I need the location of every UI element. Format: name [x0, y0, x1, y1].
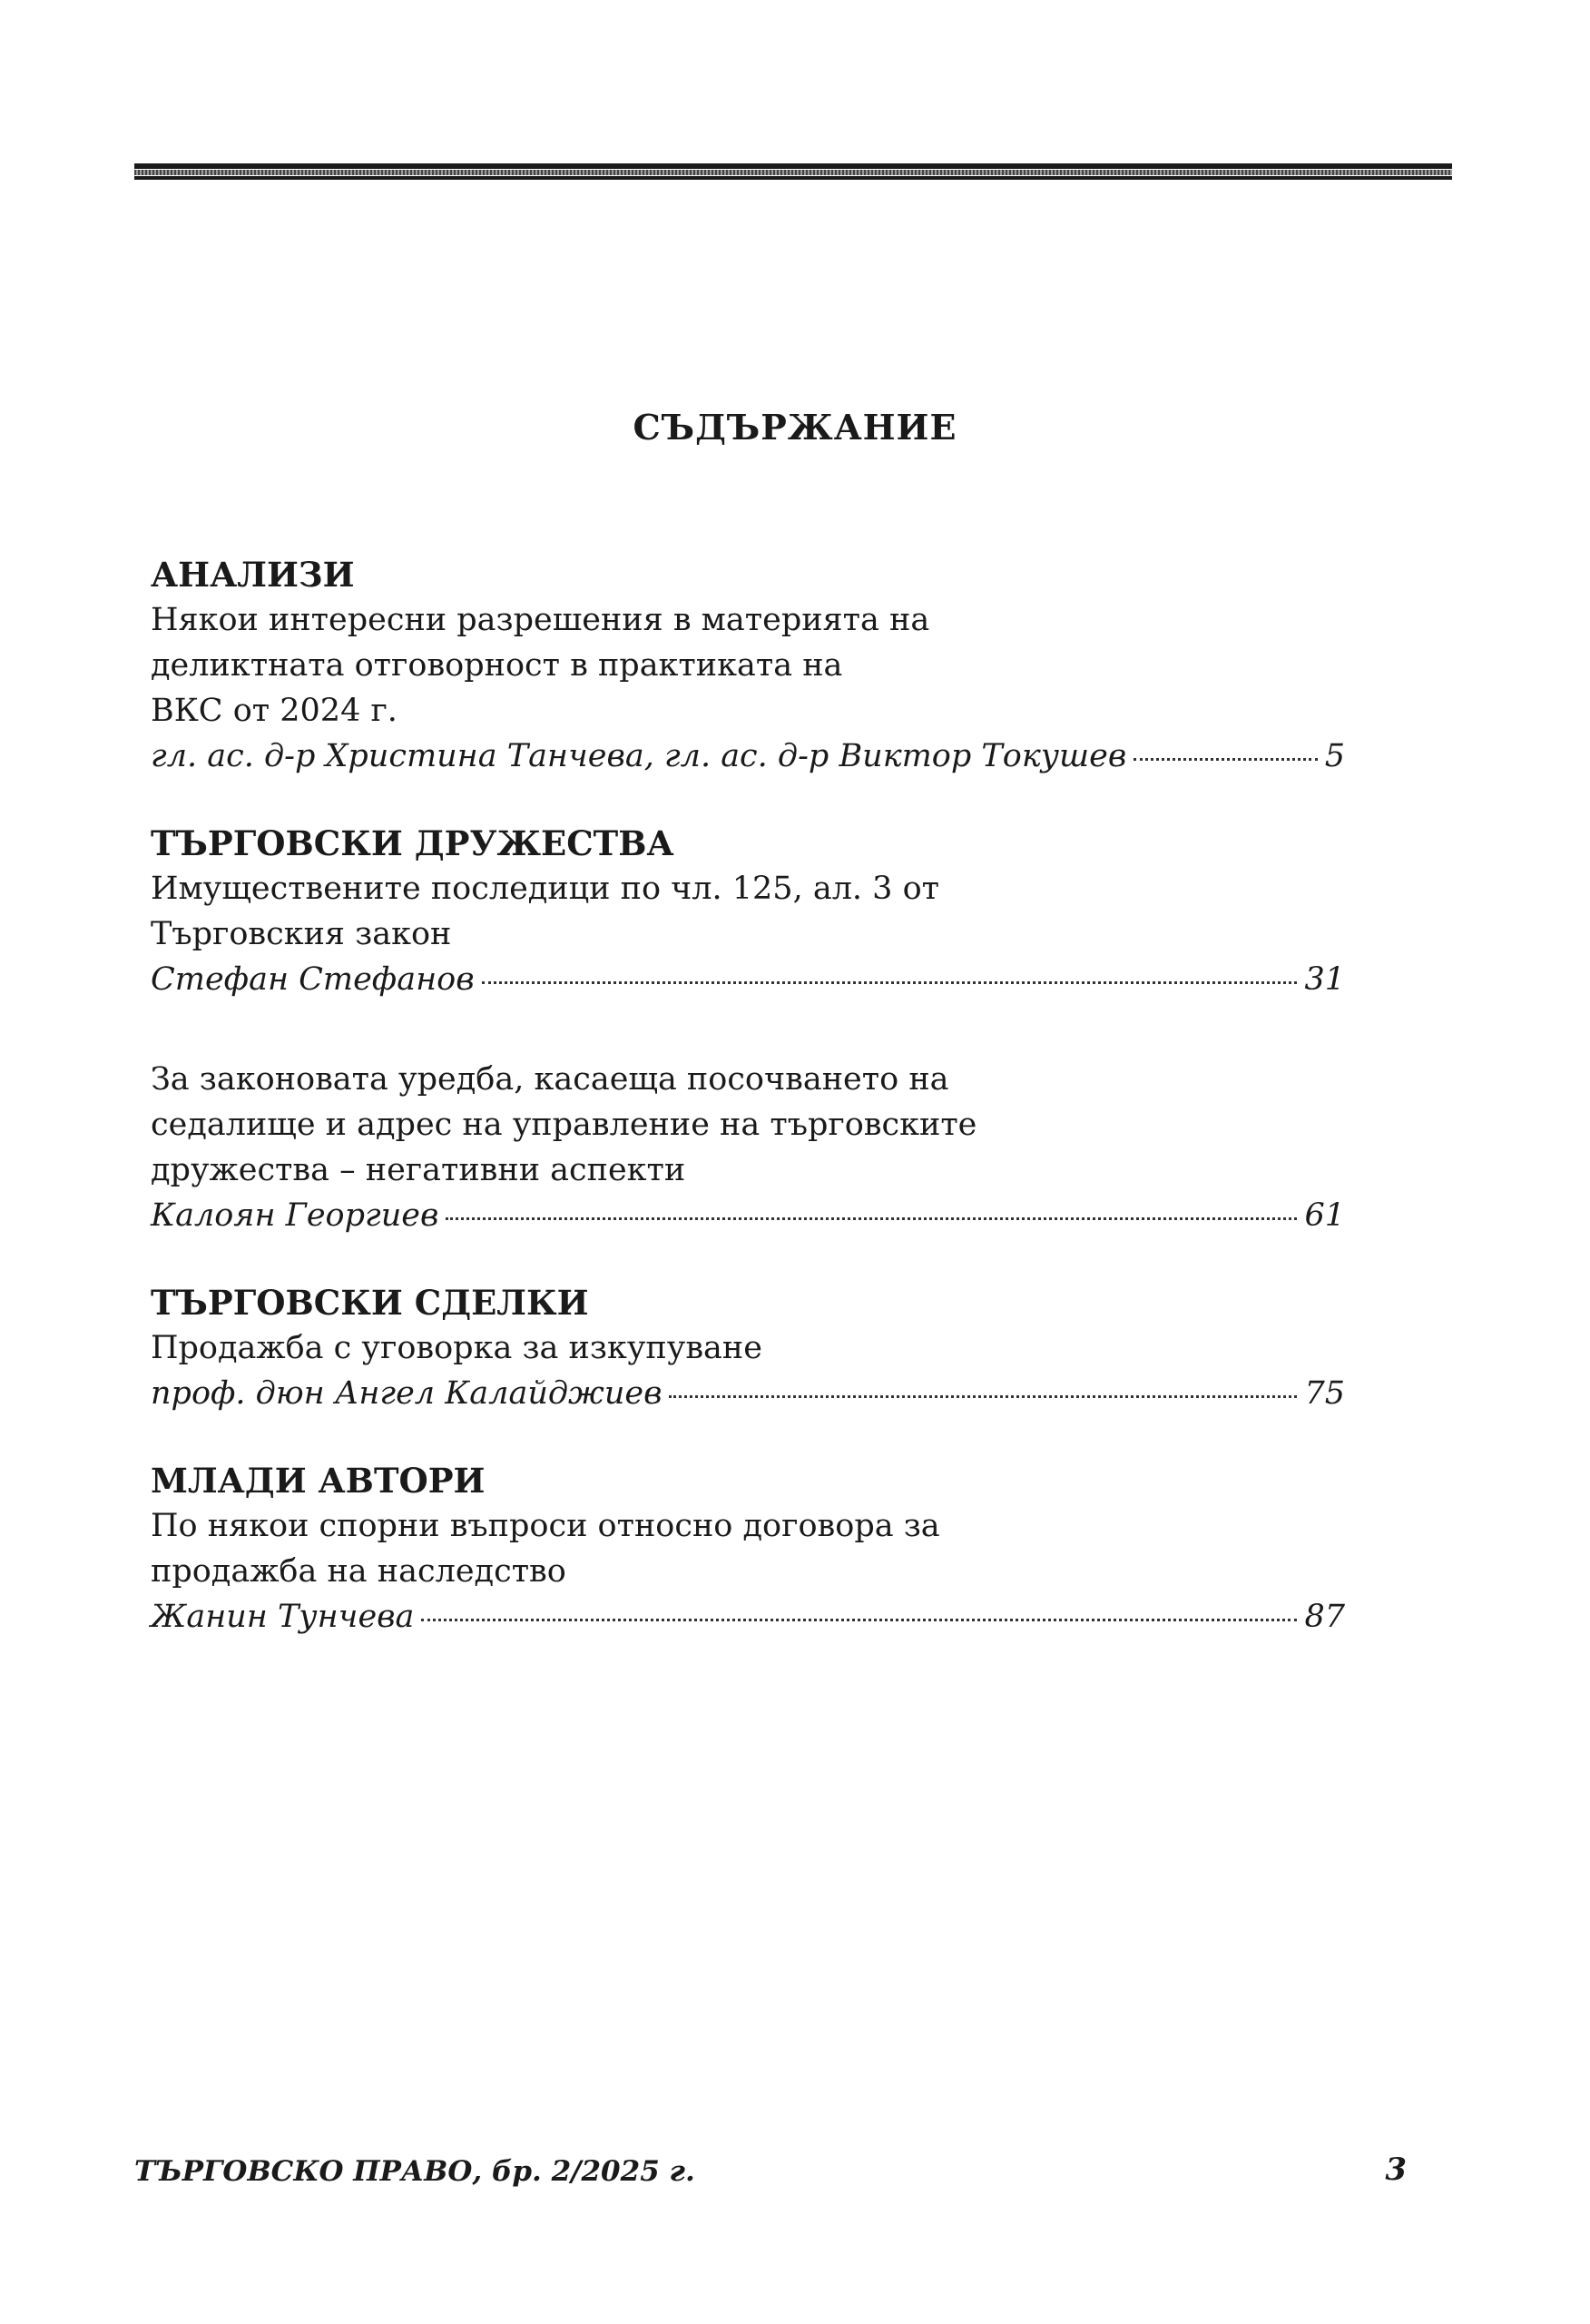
entry-title: [151, 1503, 1345, 1594]
entry-author-line: [151, 1193, 1345, 1238]
entry-title-line: За законовата уредба, касаеща посочването на: [151, 1061, 949, 1098]
toc-section-transactions: [151, 1280, 1345, 1416]
entry-author-line: [151, 1371, 1345, 1416]
entry-title-line: ВКС от 2024 г.: [151, 693, 398, 729]
toc-heading: СЪДЪРЖАНИЕ: [633, 407, 957, 448]
header-rule: [134, 163, 1452, 180]
entry-authors: Стефан Стефанов: [151, 961, 475, 998]
section-heading: МЛАДИ АВТОРИ: [151, 1461, 486, 1501]
toc-entry[interactable]: [151, 866, 1345, 1002]
toc-section-young-authors: [151, 1458, 1345, 1640]
entry-title: [151, 597, 1345, 734]
entry-title-line: По някои спорни въпроси относно договора за: [151, 1508, 940, 1544]
entry-authors: Калоян Георгиев: [151, 1197, 439, 1234]
section-heading: АНАЛИЗИ: [151, 555, 355, 595]
entry-author-line: [151, 957, 1345, 1002]
dot-leader: [1134, 754, 1317, 761]
entry-page-number: 75: [1304, 1375, 1345, 1412]
entry-page-number: 5: [1324, 738, 1345, 774]
entry-title: [151, 866, 1345, 957]
entry-page-number: 61: [1304, 1197, 1345, 1234]
entry-title: [151, 1325, 1345, 1371]
dot-leader: [446, 1214, 1297, 1220]
toc-entry[interactable]: [151, 597, 1345, 779]
entry-author-line: [151, 734, 1345, 779]
dot-leader: [669, 1392, 1297, 1398]
dot-leader: [421, 1615, 1297, 1621]
dot-leader: [482, 978, 1298, 984]
entry-title-line: дружества – негативни аспекти: [151, 1152, 686, 1188]
entry-page-number: 31: [1304, 961, 1345, 998]
entry-page-number: 87: [1304, 1599, 1345, 1635]
toc-entry[interactable]: [151, 1503, 1345, 1640]
toc-section-companies: [151, 821, 1345, 1238]
entry-authors: гл. ас. д-р Христина Танчева, гл. ас. д-р Виктор Токушев: [151, 738, 1127, 774]
entry-authors: проф. дюн Ангел Калайджиев: [151, 1375, 662, 1412]
section-heading: ТЪРГОВСКИ СДЕЛКИ: [151, 1283, 589, 1323]
entry-title-line: Продажба с уговорка за изкупуване: [151, 1330, 762, 1366]
entry-title-line: Търговския закон: [151, 916, 452, 952]
footer-page-number: 3: [1385, 2152, 1407, 2188]
entry-authors: Жанин Тунчева: [151, 1599, 415, 1635]
toc-section-analyses: [151, 552, 1345, 779]
entry-author-line: [151, 1594, 1345, 1640]
section-heading: ТЪРГОВСКИ ДРУЖЕСТВА: [151, 823, 674, 863]
entry-title-line: Имуществените последици по чл. 125, ал. 3 от: [151, 871, 940, 907]
entry-title-line: седалище и адрес на управление на търговските: [151, 1107, 977, 1143]
toc-entry[interactable]: [151, 1325, 1345, 1416]
table-of-contents: [151, 552, 1345, 1640]
entry-title-line: Някои интересни разрешения в материята на: [151, 602, 930, 638]
footer-journal-name: ТЪРГОВСКО ПРАВО, бр. 2/2025 г.: [134, 2155, 695, 2188]
toc-entry[interactable]: [151, 1057, 1345, 1238]
entry-title-line: деликтната отговорност в практиката на: [151, 647, 843, 684]
entry-title-line: продажба на наследство: [151, 1553, 566, 1590]
entry-title: [151, 1057, 1345, 1193]
